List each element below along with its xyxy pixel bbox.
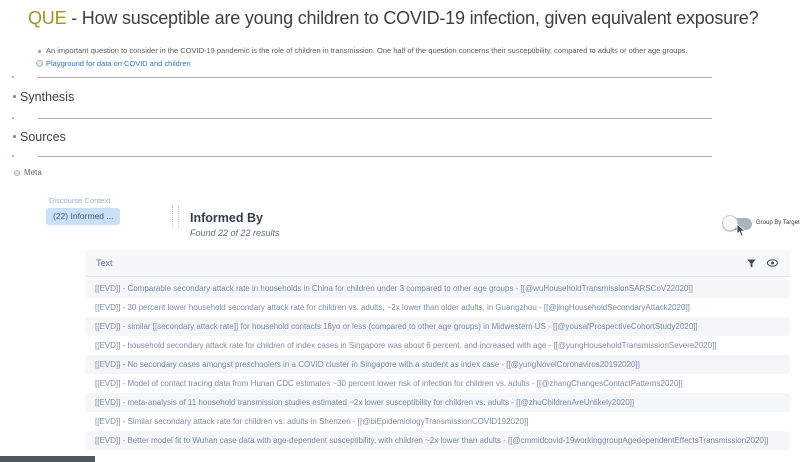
evidence-text: [[EVD]] - household secondary attack rate for children of index cases in Singapore was about 6 percent, and increased with age - [[@yungHouseholdTransmissionSevere2020]] [95,341,717,350]
table-row[interactable] [85,298,790,317]
bullet-icon [12,117,14,119]
discourse-context-label: Discourse Context [49,196,111,205]
bullet-icon [12,155,14,157]
panel-title: Informed By [190,211,263,225]
table-row[interactable] [85,355,790,374]
table-row[interactable] [85,431,790,450]
divider [38,118,712,119]
question-text: - How susceptible are young children to COVID-19 infection, given equivalent exposure? [66,8,759,28]
filter-funnel-icon[interactable] [747,259,756,268]
bullet-icon [12,76,14,78]
column-header-text: Text [96,258,113,268]
evidence-text: [[EVD]] - similar [[secondary attack rate]] for household contacts 18yo or less (compared to other age groups) in Midwestern US - [[@yousafProspectiveCohortStudy2020]] [95,322,698,331]
evidence-text: [[EVD]] - meta-analysis of 11 household transmission studies estimated ~2x lower susceptibility for children vs. adults - [[@zhuChildrenAreUnlikely2020]] [95,398,635,407]
intro-note: An important question to consider in the COVID-19 pandemic is the role of children in transmission. One half of the question concerns their susceptibility, compared to adults or other age groups. [46,46,688,55]
table-row[interactable] [85,279,790,298]
question-tag: QUE [28,8,67,28]
table-row[interactable] [85,393,790,412]
eye-icon[interactable] [767,259,778,267]
collapsed-bullet-icon[interactable] [36,60,43,67]
table-row[interactable] [85,374,790,393]
collapsed-bullet-icon[interactable] [14,170,20,176]
section-synthesis: Synthesis [20,90,75,104]
evidence-text: [[EVD]] - Comparable secondary attack rate in households in China for children under 3 compared to other age groups - [[@wuHouseholdTransmissionSARSCoV22020]] [95,284,693,293]
table-row[interactable] [85,336,790,355]
result-count: Found 22 of 22 results [190,228,280,238]
page-title [28,8,758,29]
table-body [85,279,790,450]
table-row[interactable] [85,317,790,336]
evidence-text: [[EVD]] - Model of contact tracing data from Hunan CDC estimates ~30 percent lower risk of infection for children vs. adults - [[@zhangChangesContactPatterns2020]] [95,379,683,388]
playground-link[interactable]: Playground for data on COVID and children [46,59,191,68]
section-sources: Sources [20,130,66,144]
table-header-row [85,250,790,277]
evidence-text: [[EVD]] - Similar secondary attack rate for children vs. adults in Shenzen - [[@biEpidemiologyTransmissionCOVID192020]] [95,417,529,426]
drag-handle[interactable] [172,206,179,228]
group-by-target-label: Group By Target [756,220,800,226]
evidence-text: [[EVD]] - 30 percent lower household secondary attack rate for children vs. adults, ~2x lower than older adults, in Guangzhou - [[@jingHouseholdSecondaryAttack2020]] [95,303,690,312]
divider [38,156,712,157]
informed-by-chip[interactable]: (22) Informed ... [46,208,120,225]
bullet-icon [38,50,41,53]
evidence-text: [[EVD]] - Better model fit to Wuhan case data with age-dependent susceptibility, with children ~2x lower than adults - [[@cmmidcovid-19workinggroupAgedependentEffectsTransmission2020]] [95,436,769,445]
bullet-icon [13,95,16,98]
informed-by-table [85,250,790,450]
table-row[interactable] [85,412,790,431]
evidence-text: [[EVD]] - No secondary cases amongst preschoolers in a COVID cluster in Singapore with a student as index case - [[@yungNovelCoronavirus20192020]] [95,360,640,369]
partial-bottom-bar [0,456,95,462]
bullet-icon [13,135,16,138]
mouse-cursor [736,224,747,237]
section-meta: Meta [24,168,42,177]
divider [38,77,712,78]
